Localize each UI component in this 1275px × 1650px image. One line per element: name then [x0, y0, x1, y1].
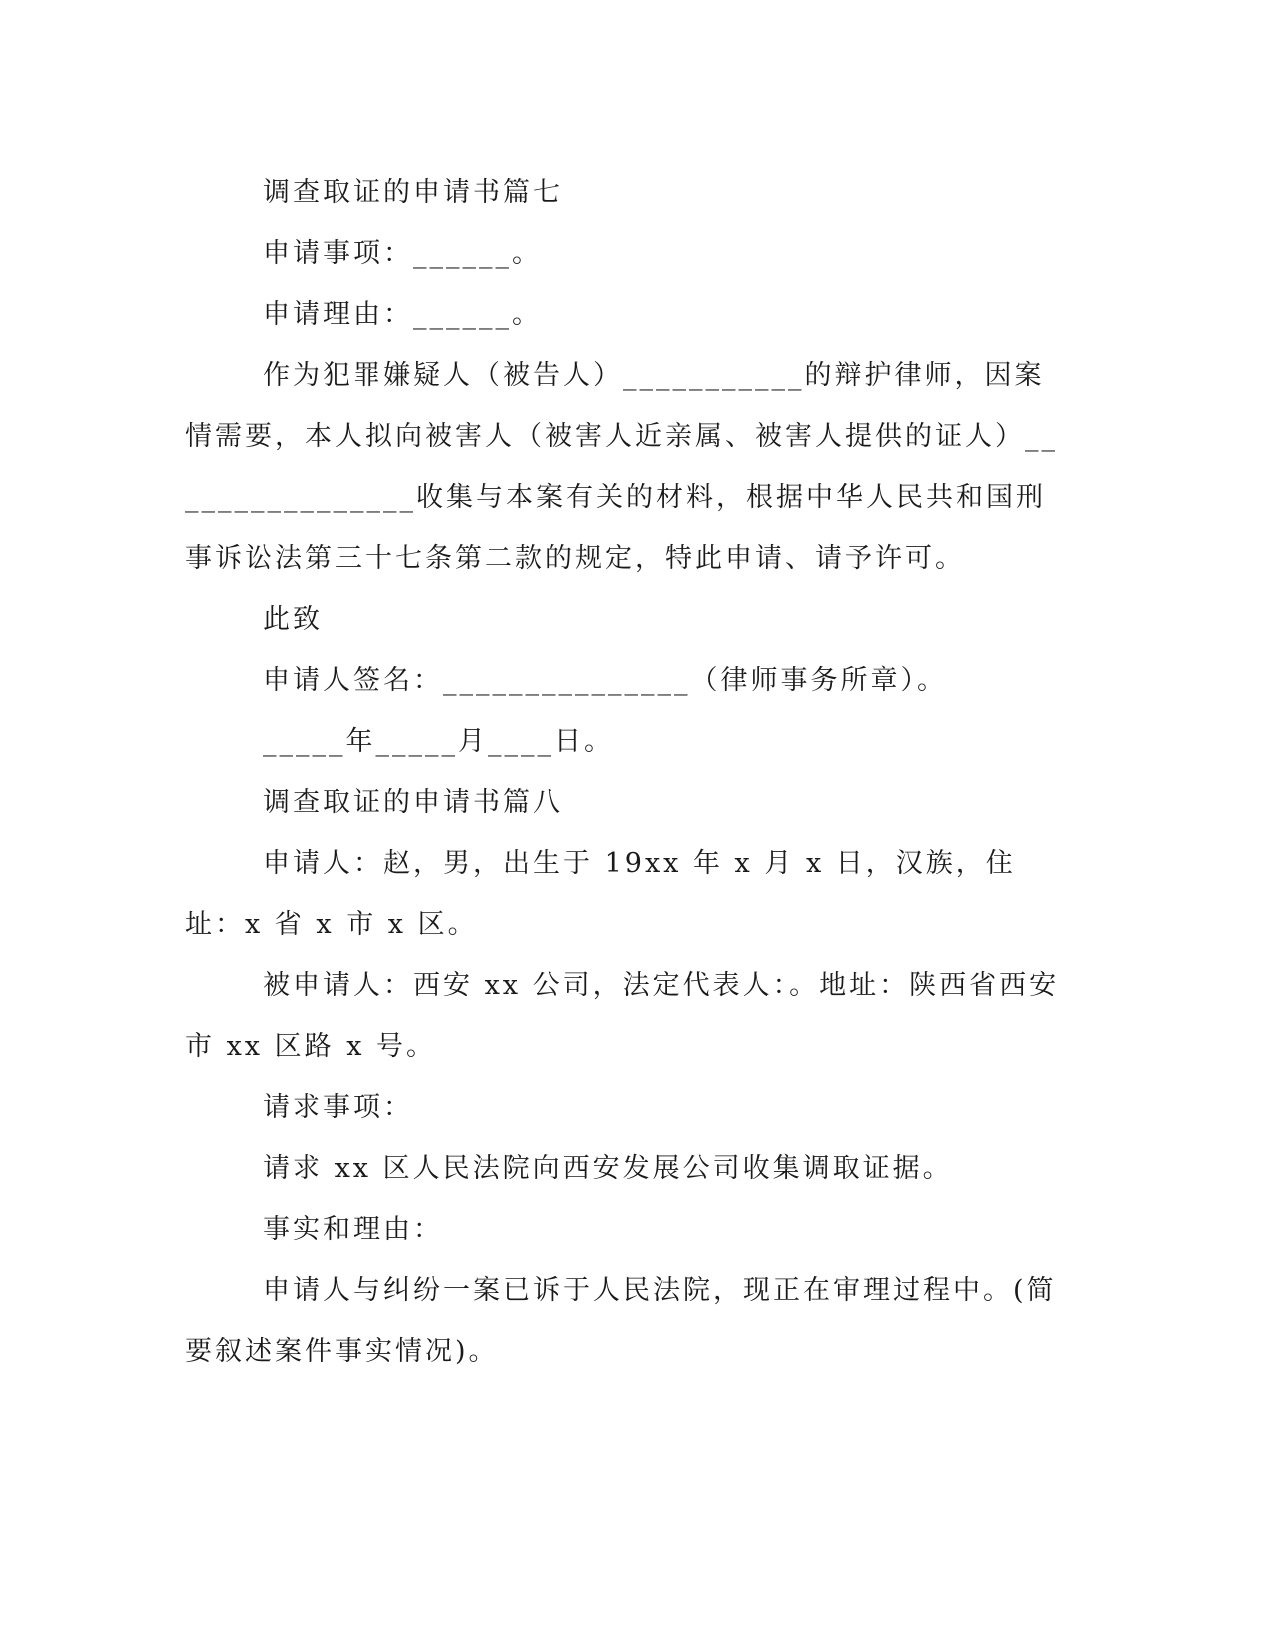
application-item-line: 申请事项：______。: [263, 238, 542, 269]
date-line: _____年_____月____日。: [263, 726, 614, 757]
respondent-info: 被申请人：西安 xx 公司，法定代表人：。地址：陕西省西安市 xx 区路 x 号。: [185, 970, 1060, 1062]
facts-reasons-heading: 事实和理由：: [263, 1214, 443, 1245]
salutation: 此致: [263, 604, 323, 635]
section-title-7: 调查取证的申请书篇七: [263, 177, 563, 208]
facts-reasons-content: 申请人与纠纷一案已诉于人民法院，现正在审理过程中。(简要叙述案件事实情况)。: [185, 1275, 1057, 1367]
section-title-8: 调查取证的申请书篇八: [263, 787, 563, 818]
applicant-info: 申请人：赵，男，出生于 19xx 年 x 月 x 日，汉族，住址：x 省 x 市 x 区。: [185, 848, 1016, 940]
request-items-heading: 请求事项：: [263, 1092, 413, 1123]
lawyer-request-paragraph: 作为犯罪嫌疑人（被告人）___________的辩护律师，因案情需要，本人拟向被害人（被害人近亲属、被害人提供的证人）________________收集与本案有关的材料，根据中华人民共和国刑事诉讼法第三十七条第二款的规定，特此申请、请予许可。: [185, 360, 1058, 574]
document-body: [185, 162, 1065, 1382]
request-items-content: 请求 xx 区人民法院向西安发展公司收集调取证据。: [263, 1153, 953, 1184]
signature-line: 申请人签名：_______________（律师事务所章）。: [263, 665, 947, 696]
application-reason-line: 申请理由：______。: [263, 299, 542, 330]
